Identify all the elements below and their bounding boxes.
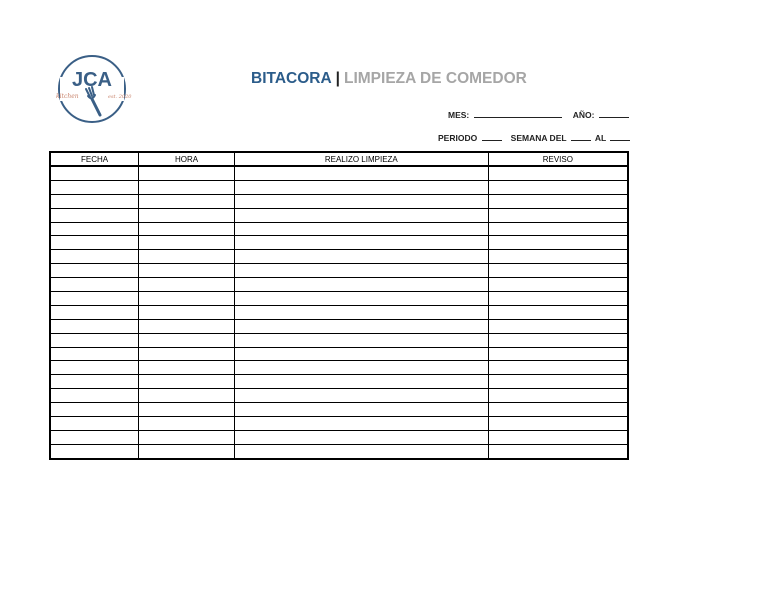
title-subtitle: LIMPIEZA DE COMEDOR	[344, 70, 527, 87]
table-row	[50, 305, 628, 319]
hora-cell[interactable]	[139, 278, 235, 292]
table-row	[50, 264, 628, 278]
realizo-cell[interactable]	[234, 166, 488, 180]
fecha-cell[interactable]	[50, 180, 139, 194]
realizo-cell[interactable]	[234, 208, 488, 222]
hora-cell[interactable]	[139, 250, 235, 264]
table-row	[50, 278, 628, 292]
header-fecha: FECHA	[50, 152, 139, 166]
periodo-label: PERIODO	[438, 133, 478, 143]
periodo-input-line[interactable]	[482, 132, 502, 141]
reviso-cell[interactable]	[488, 319, 628, 333]
fecha-cell[interactable]	[50, 166, 139, 180]
reviso-cell[interactable]	[488, 250, 628, 264]
reviso-cell[interactable]	[488, 264, 628, 278]
table-row	[50, 417, 628, 431]
table-row	[50, 222, 628, 236]
fecha-cell[interactable]	[50, 444, 139, 458]
fecha-cell[interactable]	[50, 361, 139, 375]
table-row	[50, 236, 628, 250]
hora-cell[interactable]	[139, 292, 235, 306]
hora-cell[interactable]	[139, 166, 235, 180]
hora-cell[interactable]	[139, 333, 235, 347]
reviso-cell[interactable]	[488, 333, 628, 347]
realizo-cell[interactable]	[234, 305, 488, 319]
hora-cell[interactable]	[139, 444, 235, 458]
table-row	[50, 347, 628, 361]
fecha-cell[interactable]	[50, 278, 139, 292]
realizo-cell[interactable]	[234, 194, 488, 208]
table-row	[50, 208, 628, 222]
hora-cell[interactable]	[139, 236, 235, 250]
al-input-line[interactable]	[610, 132, 630, 141]
header-hora: HORA	[139, 152, 235, 166]
realizo-cell[interactable]	[234, 222, 488, 236]
reviso-cell[interactable]	[488, 361, 628, 375]
realizo-cell[interactable]	[234, 403, 488, 417]
table-body	[50, 166, 628, 459]
reviso-cell[interactable]	[488, 417, 628, 431]
table-row	[50, 180, 628, 194]
month-year-fields	[448, 109, 631, 120]
hora-cell[interactable]	[139, 319, 235, 333]
realizo-cell[interactable]	[234, 278, 488, 292]
table-row	[50, 430, 628, 444]
realizo-cell[interactable]	[234, 292, 488, 306]
fecha-cell[interactable]	[50, 319, 139, 333]
reviso-cell[interactable]	[488, 375, 628, 389]
fecha-cell[interactable]	[50, 194, 139, 208]
period-fields	[438, 132, 632, 143]
anio-label: AÑO:	[572, 110, 595, 120]
reviso-cell[interactable]	[488, 208, 628, 222]
hora-cell[interactable]	[139, 375, 235, 389]
fecha-cell[interactable]	[50, 403, 139, 417]
reviso-cell[interactable]	[488, 278, 628, 292]
title-separator: |	[335, 70, 340, 87]
header-realizo-limpieza: REALIZO LIMPIEZA	[234, 152, 488, 166]
hora-cell[interactable]	[139, 430, 235, 444]
fecha-cell[interactable]	[50, 333, 139, 347]
realizo-cell[interactable]	[234, 250, 488, 264]
realizo-cell[interactable]	[234, 236, 488, 250]
hora-cell[interactable]	[139, 417, 235, 431]
table-row	[50, 389, 628, 403]
hora-cell[interactable]	[139, 403, 235, 417]
al-label: AL	[594, 133, 607, 143]
page-title	[251, 70, 527, 88]
mes-input-line[interactable]	[474, 109, 562, 118]
table-row	[50, 319, 628, 333]
realizo-cell[interactable]	[234, 180, 488, 194]
fecha-cell[interactable]	[50, 347, 139, 361]
reviso-cell[interactable]	[488, 166, 628, 180]
anio-input-line[interactable]	[599, 109, 629, 118]
hora-cell[interactable]	[139, 347, 235, 361]
reviso-cell[interactable]	[488, 180, 628, 194]
table-row	[50, 361, 628, 375]
hora-cell[interactable]	[139, 361, 235, 375]
reviso-cell[interactable]	[488, 292, 628, 306]
fecha-cell[interactable]	[50, 417, 139, 431]
reviso-cell[interactable]	[488, 236, 628, 250]
logo-right-script: est. 2020	[108, 94, 132, 100]
title-main: BITACORA	[251, 70, 332, 87]
header-reviso: REVISO	[488, 152, 628, 166]
fecha-cell[interactable]	[50, 236, 139, 250]
fecha-cell[interactable]	[50, 375, 139, 389]
semana-input-line[interactable]	[571, 132, 591, 141]
table-row	[50, 292, 628, 306]
reviso-cell[interactable]	[488, 347, 628, 361]
reviso-cell[interactable]	[488, 305, 628, 319]
reviso-cell[interactable]	[488, 194, 628, 208]
table-row	[50, 444, 628, 458]
fecha-cell[interactable]	[50, 208, 139, 222]
realizo-cell[interactable]	[234, 264, 488, 278]
table-header-row	[50, 152, 628, 166]
hora-cell[interactable]	[139, 208, 235, 222]
hora-cell[interactable]	[139, 194, 235, 208]
fecha-cell[interactable]	[50, 389, 139, 403]
table-row	[50, 194, 628, 208]
realizo-cell[interactable]	[234, 375, 488, 389]
reviso-cell[interactable]	[488, 403, 628, 417]
realizo-cell[interactable]	[234, 361, 488, 375]
realizo-cell[interactable]	[234, 319, 488, 333]
table-row	[50, 166, 628, 180]
hora-cell[interactable]	[139, 389, 235, 403]
table-row	[50, 250, 628, 264]
reviso-cell[interactable]	[488, 444, 628, 458]
logo-left-script: kitchen	[56, 93, 79, 100]
cleaning-log-table	[49, 151, 629, 460]
realizo-cell[interactable]	[234, 417, 488, 431]
hora-cell[interactable]	[139, 180, 235, 194]
fecha-cell[interactable]	[50, 292, 139, 306]
jca-kitchen-logo	[50, 53, 134, 125]
realizo-cell[interactable]	[234, 430, 488, 444]
semana-label: SEMANA DEL	[510, 133, 567, 143]
logo-monogram: JCA	[71, 69, 113, 91]
reviso-cell[interactable]	[488, 222, 628, 236]
fecha-cell[interactable]	[50, 250, 139, 264]
fecha-cell[interactable]	[50, 264, 139, 278]
fecha-cell[interactable]	[50, 430, 139, 444]
realizo-cell[interactable]	[234, 444, 488, 458]
realizo-cell[interactable]	[234, 389, 488, 403]
fecha-cell[interactable]	[50, 305, 139, 319]
realizo-cell[interactable]	[234, 333, 488, 347]
table-row	[50, 403, 628, 417]
hora-cell[interactable]	[139, 305, 235, 319]
table-row	[50, 333, 628, 347]
hora-cell[interactable]	[139, 264, 235, 278]
reviso-cell[interactable]	[488, 430, 628, 444]
hora-cell[interactable]	[139, 222, 235, 236]
reviso-cell[interactable]	[488, 389, 628, 403]
mes-label: MES:	[448, 110, 470, 120]
table-row	[50, 375, 628, 389]
fecha-cell[interactable]	[50, 222, 139, 236]
realizo-cell[interactable]	[234, 347, 488, 361]
